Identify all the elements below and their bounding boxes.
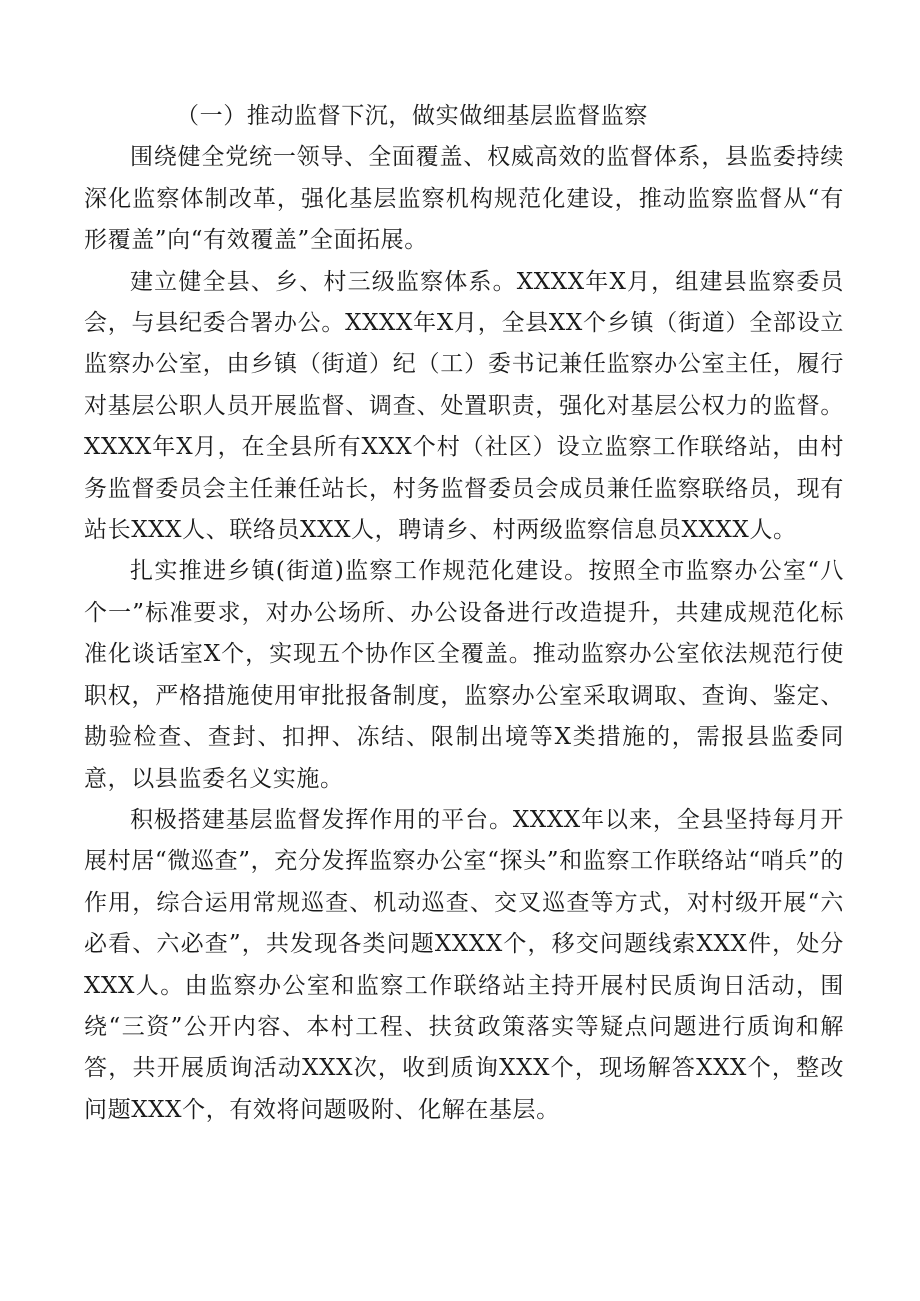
supervision-system-paragraph: 建立健全县、乡、村三级监察体系。XXXX年X月，组建县监察委员会，与县纪委合署办公。XXXX年X月，全县XX个乡镇（街道）全部设立监察办公室，由乡镇（街道）纪（工）委书记兼任监察办公室主任，履行对基层公职人员开展监督、调查、处置职责，强化对基层公权力的监督。XXXX年X月，在全县所有XXX个村（社区）设立监察工作联络站，由村务监督委员会主任兼任站长，村务监督委员会成员兼任监察联络员，现有站长XXX人、联络员XXX人，聘请乡、村两级监察信息员XXXX人。 [84, 268, 844, 544]
document-body [84, 96, 844, 1131]
intro-paragraph: 围绕健全党统一领导、全面覆盖、权威高效的监督体系，县监委持续深化监察体制改革，强化基层监察机构规范化建设，推动监察监督从“有形覆盖”向“有效覆盖”全面拓展。 [84, 144, 844, 254]
platform-paragraph: 积极搭建基层监督发挥作用的平台。XXXX年以来，全县坚持每月开展村居“微巡查”，充分发挥监察办公室“探头”和监察工作联络站“哨兵”的作用，综合运用常规巡查、机动巡查、交叉巡查等方式，对村级开展“六必看、六必查”，共发现各类问题XXXX个，移交问题线索XXX件，处分XXX人。由监察办公室和监察工作联络站主持开展村民质询日活动，围绕“三资”公开内容、本村工程、扶贫政策落实等疑点问题进行质询和解答，共开展质询活动XXX次，收到质询XXX个，现场解答XXX个，整改问题XXX个，有效将问题吸附、化解在基层。 [84, 806, 844, 1123]
section-heading: （一）推动监督下沉，做实做细基层监督监察 [176, 103, 648, 129]
standardization-paragraph: 扎实推进乡镇(街道)监察工作规范化建设。按照全市监察办公室“八个一”标准要求，对办公场所、办公设备进行改造提升，共建成规范化标准化谈话室X个，实现五个协作区全覆盖。推动监察办公室依法规范行使职权，严格措施使用审批报备制度，监察办公室采取调取、查询、鉴定、勘验检查、查封、扣押、冻结、限制出境等X类措施的，需报县监委同意，以县监委名义实施。 [84, 558, 844, 792]
